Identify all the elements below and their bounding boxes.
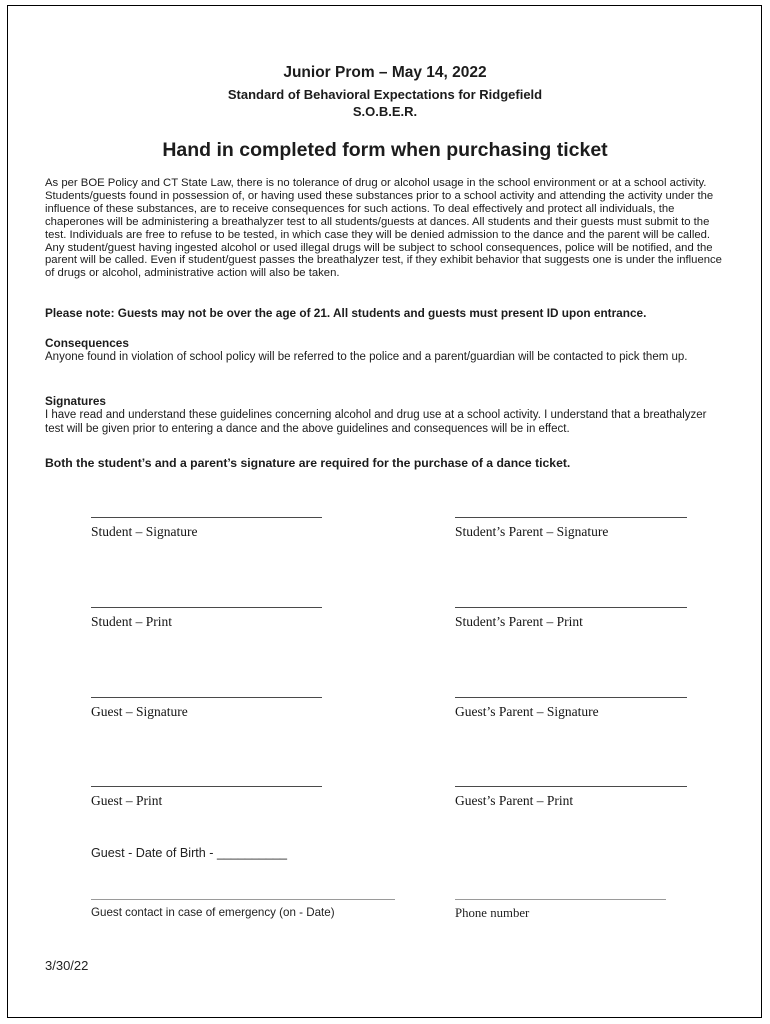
consequences-text: Anyone found in violation of school policy will be referred to the police and a parent/guardian will be contacted to pick them up.	[45, 351, 688, 363]
emergency-contact-block	[91, 899, 395, 919]
guest-print-line[interactable]	[91, 786, 322, 787]
signatures-text: I have read and understand these guidelines concerning alcohol and drug use at a school activity. I understand that a breathalyzer test will be given prior to entering a dance and the above guidelines and consequences will be in effect.	[45, 409, 707, 435]
student-print-label: Student – Print	[91, 614, 173, 629]
consequences-heading: Consequences	[45, 336, 129, 350]
signature-requirement: Both the student’s and a parent’s signature are required for the purchase of a dance ticket.	[45, 456, 571, 470]
guest-print-label: Guest – Print	[91, 793, 163, 808]
form-instruction: Hand in completed form when purchasing ticket	[162, 139, 608, 161]
student-parent-print-line[interactable]	[455, 607, 687, 608]
signature-row	[91, 786, 687, 809]
phone-number-block	[455, 899, 666, 921]
guest-parent-signature-line[interactable]	[455, 697, 687, 698]
guest-signature-line[interactable]	[91, 697, 322, 698]
signature-row	[91, 517, 687, 540]
student-print-line[interactable]	[91, 607, 322, 608]
form-date: 3/30/22	[45, 958, 89, 973]
age-note: Please note: Guests may not be over the age of 21. All students and guests must present ID upon entrance.	[45, 306, 647, 320]
signatures-heading: Signatures	[45, 394, 106, 408]
form-subtitle: Standard of Behavioral Expectations for Ridgefield	[227, 87, 543, 102]
phone-number-label: Phone number	[455, 906, 530, 920]
guest-parent-print-line[interactable]	[455, 786, 687, 787]
student-signature-label: Student – Signature	[91, 524, 198, 539]
guest-parent-print-label: Guest’s Parent – Print	[455, 793, 574, 808]
student-parent-signature-line[interactable]	[455, 517, 687, 518]
form-acronym: S.O.B.E.R.	[352, 104, 418, 119]
form-title: Junior Prom – May 14, 2022	[283, 64, 487, 81]
signature-row	[91, 607, 687, 630]
student-parent-signature-label: Student’s Parent – Signature	[455, 524, 609, 539]
emergency-contact-line[interactable]	[91, 899, 395, 900]
phone-number-line[interactable]	[455, 899, 666, 900]
guest-dob-field[interactable]: Guest - Date of Birth - __________	[91, 846, 288, 860]
student-parent-print-label: Student’s Parent – Print	[455, 614, 583, 629]
student-signature-line[interactable]	[91, 517, 322, 518]
emergency-contact-label: Guest contact in case of emergency (on - Date)	[91, 906, 335, 919]
signature-row	[91, 697, 687, 720]
guest-signature-label: Guest – Signature	[91, 704, 188, 719]
guest-parent-signature-label: Guest’s Parent – Signature	[455, 704, 599, 719]
policy-paragraph: As per BOE Policy and CT State Law, there is no tolerance of drug or alcohol usage in the school environment or at a school activity. Students/guests found in possession of, or having used these substances prior to a school activity and attending the activity under the influence of these substances, are to receive consequences for such actions. To deal effectively and protect all individuals, the chaperones will be administering a breathalyzer test to all students/guests at dances. All students and their guests must submit to the test. Individuals are free to refuse to be tested, in which case they will be denied admission to the dance and the parent will be called. Any student/guest having ingested alcohol or used illegal drugs will be subject to school consequences, police will be notified, and the parent will be called. Even if student/guest passes the breathalyzer test, if they exhibit behavior that suggests one is under the influence of drugs or alcohol, administrative action will also be taken.	[45, 177, 722, 280]
